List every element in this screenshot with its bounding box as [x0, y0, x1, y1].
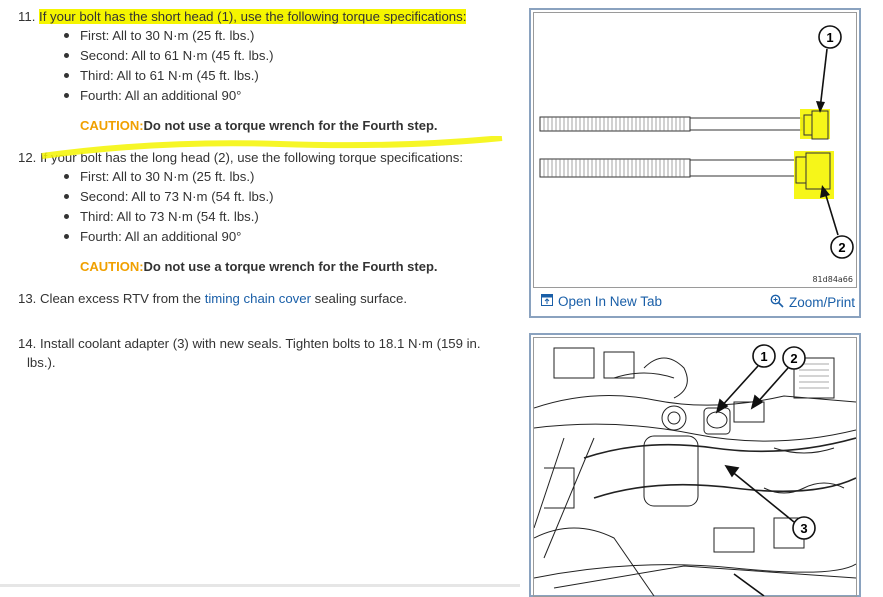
caution-label: CAUTION: — [80, 259, 144, 274]
step-14 — [18, 334, 481, 372]
list-item: Fourth: All an additional 90° — [62, 227, 274, 247]
step-number: 13. — [18, 291, 37, 306]
caution-text: Do not use a torque wrench for the Fourth step. — [143, 118, 438, 133]
list-item: Second: All to 61 N·m (45 ft. lbs.) — [62, 46, 274, 66]
caution-note — [80, 259, 438, 274]
step-number: 12. — [18, 150, 37, 165]
open-in-new-tab-label: Open In New Tab — [558, 294, 663, 309]
list-item: Fourth: All an additional 90° — [62, 86, 274, 106]
figure-toolbar — [531, 288, 859, 316]
figure-coolant-adapter — [529, 333, 861, 597]
list-item: First: All to 30 N·m (25 ft. lbs.) — [62, 26, 274, 46]
new-tab-icon — [541, 294, 553, 309]
caution-label: CAUTION: — [80, 118, 144, 133]
step-text: Install coolant adapter (3) with new seals. Tighten bolts to 18.1 N·m (159 in. — [40, 336, 481, 351]
torque-list-long-head — [62, 167, 274, 247]
callout-3: 3 — [800, 521, 808, 536]
list-item: First: All to 30 N·m (25 ft. lbs.) — [62, 167, 274, 187]
engine-illustration[interactable] — [533, 337, 857, 597]
step-text: If your bolt has the short head (1), use the following torque specifications: — [39, 9, 467, 24]
bolt-illustration[interactable] — [533, 12, 857, 288]
caution-note — [80, 118, 438, 133]
open-in-new-tab-button[interactable] — [541, 294, 662, 309]
torque-list-short-head — [62, 26, 274, 106]
step-13 — [18, 289, 407, 308]
list-item: Second: All to 73 N·m (54 ft. lbs.) — [62, 187, 274, 207]
caution-text: Do not use a torque wrench for the Fourth step. — [143, 259, 438, 274]
timing-chain-cover-link[interactable]: timing chain cover — [204, 291, 311, 306]
list-item: Third: All to 73 N·m (54 ft. lbs.) — [62, 207, 274, 227]
callout-1: 1 — [760, 349, 768, 364]
highlight-stroke — [40, 136, 505, 160]
step-number: 11. — [18, 9, 36, 24]
magnifier-icon — [770, 294, 784, 311]
figure-bolts — [529, 8, 861, 318]
step-number: 14. — [18, 336, 37, 351]
callout-2: 2 — [838, 240, 846, 255]
step-text: If your bolt has the long head (2), use the following torque specifications: — [40, 150, 464, 165]
step-text-after: sealing surface. — [310, 291, 407, 306]
list-item: Third: All to 61 N·m (45 ft. lbs.) — [62, 66, 274, 86]
figure-id: 81d84a66 — [812, 275, 853, 284]
zoom-print-button[interactable] — [770, 294, 855, 311]
callout-2: 2 — [790, 351, 798, 366]
step-text-continued: lbs.). — [27, 355, 56, 370]
zoom-print-label: Zoom/Print — [788, 295, 855, 310]
callout-1: 1 — [826, 30, 834, 45]
step-text-before: Clean excess RTV from the — [40, 291, 205, 306]
step-11 — [18, 7, 466, 26]
